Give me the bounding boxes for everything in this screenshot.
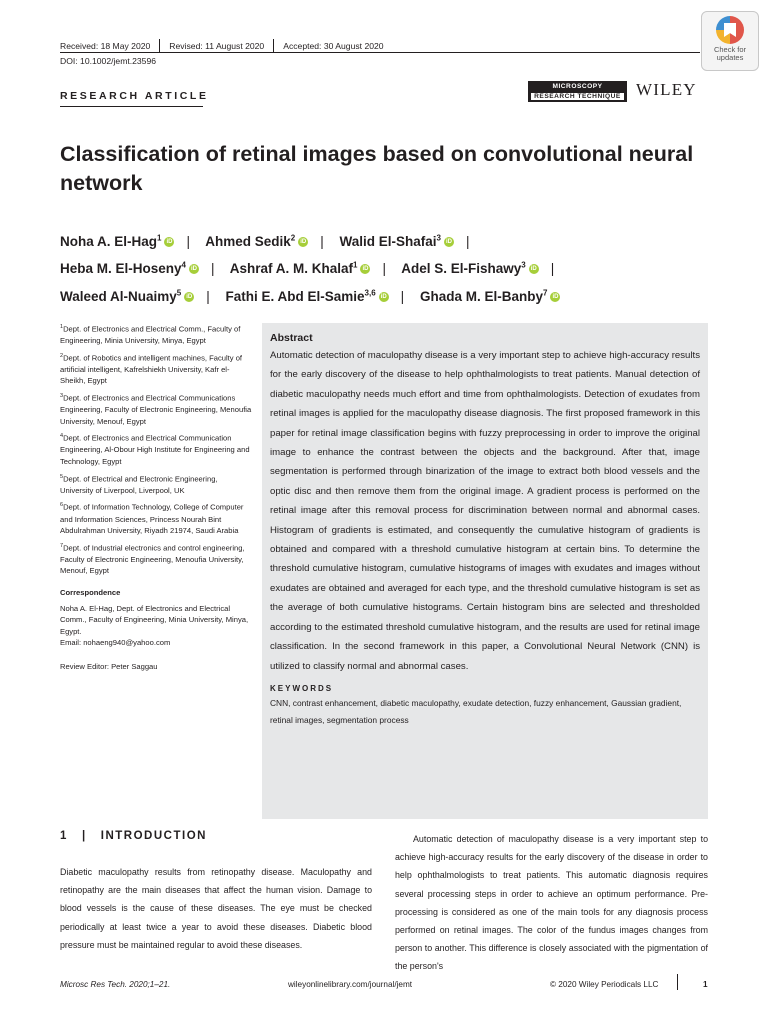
- bookmark-icon: [716, 16, 744, 44]
- affiliation: $^1$Dept. of Electronics and Electrical Comm., Faculty of Engineering, Minia University, Minya, Egypt: [60, 324, 241, 346]
- affiliation: $^6$Dept. of Information Technology, College of Computer and Information Sciences, Princess Nourah Bint Abdulrahman University, Riyadh 21974, Saudi Arabia: [60, 502, 244, 536]
- orcid-icon[interactable]: iD: [445, 238, 452, 245]
- orcid-icon[interactable]: iD: [362, 266, 369, 273]
- affiliation: $^4$Dept. of Electronics and Electrical Communication Engineering, Al-Obour High Institute for Engineering and Technology, Egypt: [60, 433, 250, 467]
- review-editor: Review Editor: Peter Saggau: [60, 661, 158, 671]
- author[interactable]: Ahmed Sedik$^2$ iD: [205, 233, 307, 249]
- orcid-icon[interactable]: iD: [190, 266, 197, 273]
- correspondence-heading: Correspondence: [60, 588, 121, 597]
- abstract-text: Automatic detection of maculopathy disease is a very important step to achieve high-accuracy results for the early discovery of the disease to help ophthalmologists to treat patients. Manual detection of diabetic maculopathy needs much effort and time from ophthalmologists. Detection of exudates from retinal images is applied for the maculopathy disease diagnosis. The first proposed framework in this paper for retinal image classification begins with fuzzy preprocessing in order to improve the original image to enhance the contrast between the objects and the background. After that, image segmentation is performed through binarization of the image to extract both blood vessels and the optic disc and then remove them from the original image. A gradient process is performed on the retinal image after this removal process for discrimination between normal and abnormal cases. Histogram of gradients is estimated, and consequently the cumulative histogram of gradients is obtained and compared with a threshold cumulative histogram at certain bins. To determine the threshold cumulative histogram, cumulative histograms of images with exudates and images without exudates are obtained and averaged for each type, and the threshold cumulative histogram is set as the average of both cumulative histograms. Certain histogram bins are selected and thresholded according to the estimated threshold cumulative histogram, and the results are used for retinal image classification. In the second framework in this paper, a Convolutional Neural Network (CNN) is utilized to classify normal and abnormal cases.: [270, 350, 700, 672]
- article-type-rule: [60, 106, 203, 107]
- section-heading: 1 | INTRODUCTION: [60, 830, 207, 842]
- keywords-text: CNN, contrast enhancement, diabetic maculopathy, exudate detection, fuzzy enhancement, Gaussian gradient, retinal images, segmentation process: [270, 697, 682, 725]
- check-for-updates-button[interactable]: [701, 11, 759, 71]
- article-dates: [60, 39, 393, 52]
- journal-logo-line1: MICROSCOPY: [552, 83, 603, 90]
- affiliation: $^7$Dept. of Industrial electronics and control engineering, Faculty of Electronic Engineering, Menoufia University, Menouf, Egypt: [60, 542, 245, 576]
- badge-label-2: updates: [716, 53, 744, 62]
- citation: Microsc Res Tech. 2020;1–21.: [60, 980, 171, 989]
- publisher-logo[interactable]: WILEY: [636, 80, 697, 99]
- page-number: 1: [703, 980, 708, 989]
- affiliation: $^2$Dept. of Robotics and intelligent machines, Faculty of artificial intelligent, Kafrelshiekh University, Kafr el-Sheikh, Egypt: [60, 352, 243, 386]
- revised-date: Revised: 11 August 2020: [169, 40, 265, 51]
- author[interactable]: Noha A. El-Hag$^1$ iD: [60, 233, 173, 249]
- badge-label-1: Check for: [713, 45, 747, 54]
- article-title: Classification of retinal images based on convolutional neural network: [60, 142, 694, 195]
- header-rule: [60, 52, 700, 53]
- doi[interactable]: DOI: 10.1002/jemt.23596: [60, 56, 157, 66]
- copyright: © 2020 Wiley Periodicals LLC: [550, 980, 659, 989]
- journal-url[interactable]: wileyonlinelibrary.com/journal/jemt: [288, 980, 413, 989]
- intro-column-2: Automatic detection of maculopathy disease is a very important step to achieve high-accuracy results for the early discovery of the disease in order to help ophthalmologists to treat patients. This automatic diagnosis requires several processing steps in order to achieve an optimum performance. Pre-processing is considered as one of the main tools for any diagnosis process performed on retinal images. The color of the fundus images changes from person to another. This difference is closely associated with the pigmentation of the person's: [395, 834, 708, 972]
- journal-logo[interactable]: [528, 81, 627, 102]
- orcid-icon[interactable]: iD: [186, 293, 193, 300]
- footer-divider: [677, 974, 678, 990]
- affiliations: [60, 322, 252, 677]
- orcid-icon[interactable]: iD: [300, 238, 307, 245]
- author[interactable]: Adel S. El-Fishawy$^3$ iD: [401, 260, 537, 276]
- journal-logo-line2: RESEARCH TECHNIQUE: [530, 92, 625, 101]
- affiliation: $^5$Dept. of Electrical and Electronic Engineering, University of Liverpool, Liverpool, UK: [60, 473, 218, 495]
- author-line-3: Waleed Al-Nuaimy$^5$ iD | Fathi E. Abd El-Samie$^{3,6}$ iD | Ghada M. El-Banby$^7$ iD: [60, 288, 559, 304]
- orcid-icon[interactable]: iD: [166, 238, 173, 245]
- affiliation: $^3$Dept. of Electronics and Electrical Communications Engineering, Faculty of Electronic Engineering, Menoufia University, Menouf, Egypt: [60, 393, 252, 426]
- author-line-2: Heba M. El-Hoseny$^4$ iD | Ashraf A. M. Khalaf$^1$ iD | Adel S. El-Fishawy$^3$ iD |: [60, 260, 555, 276]
- author[interactable]: Walid El-Shafai$^3$ iD: [339, 233, 452, 249]
- orcid-icon[interactable]: iD: [530, 266, 537, 273]
- correspondence-text: Noha A. El-Hag, Dept. of Electronics and Electrical Comm., Faculty of Engineering, Minia University, Minya, Egypt. Email: nohaeng940@yahoo.com: [60, 603, 249, 648]
- author[interactable]: Waleed Al-Nuaimy$^5$ iD: [60, 288, 193, 304]
- intro-column-1: Diabetic maculopathy results from retinopathy disease. Maculopathy and retinopathy are the main diseases that affect the human vision. Damage to blood vessels is the cause of these diseases. The eye must be checked periodically at least twice a year to avoid these diseases. Diabetic blood pressure must be maintained regular to avoid these diseases.: [60, 867, 372, 950]
- author[interactable]: Ashraf A. M. Khalaf$^1$ iD: [229, 260, 369, 276]
- author[interactable]: Heba M. El-Hoseny$^4$ iD: [60, 260, 197, 276]
- keywords-heading: KEYWORDS: [270, 683, 334, 693]
- orcid-icon[interactable]: iD: [552, 293, 559, 300]
- received-date: Received: 18 May 2020: [60, 40, 151, 51]
- author-list: [60, 226, 720, 309]
- author[interactable]: Fathi E. Abd El-Samie$^{3,6}$ iD: [225, 288, 387, 304]
- article-type: RESEARCH ARTICLE: [60, 90, 209, 102]
- author-line-1: Noha A. El-Hag$^1$ iD | Ahmed Sedik$^2$ iD | Walid El-Shafai$^3$ iD |: [60, 233, 470, 249]
- abstract-heading: Abstract: [270, 332, 313, 344]
- abstract-box: [262, 323, 708, 819]
- accepted-date: Accepted: 30 August 2020: [283, 40, 384, 51]
- orcid-icon[interactable]: iD: [380, 293, 387, 300]
- author[interactable]: Ghada M. El-Banby$^7$ iD: [419, 288, 559, 304]
- correspondence-email[interactable]: Email: nohaeng940@yahoo.com: [60, 638, 171, 648]
